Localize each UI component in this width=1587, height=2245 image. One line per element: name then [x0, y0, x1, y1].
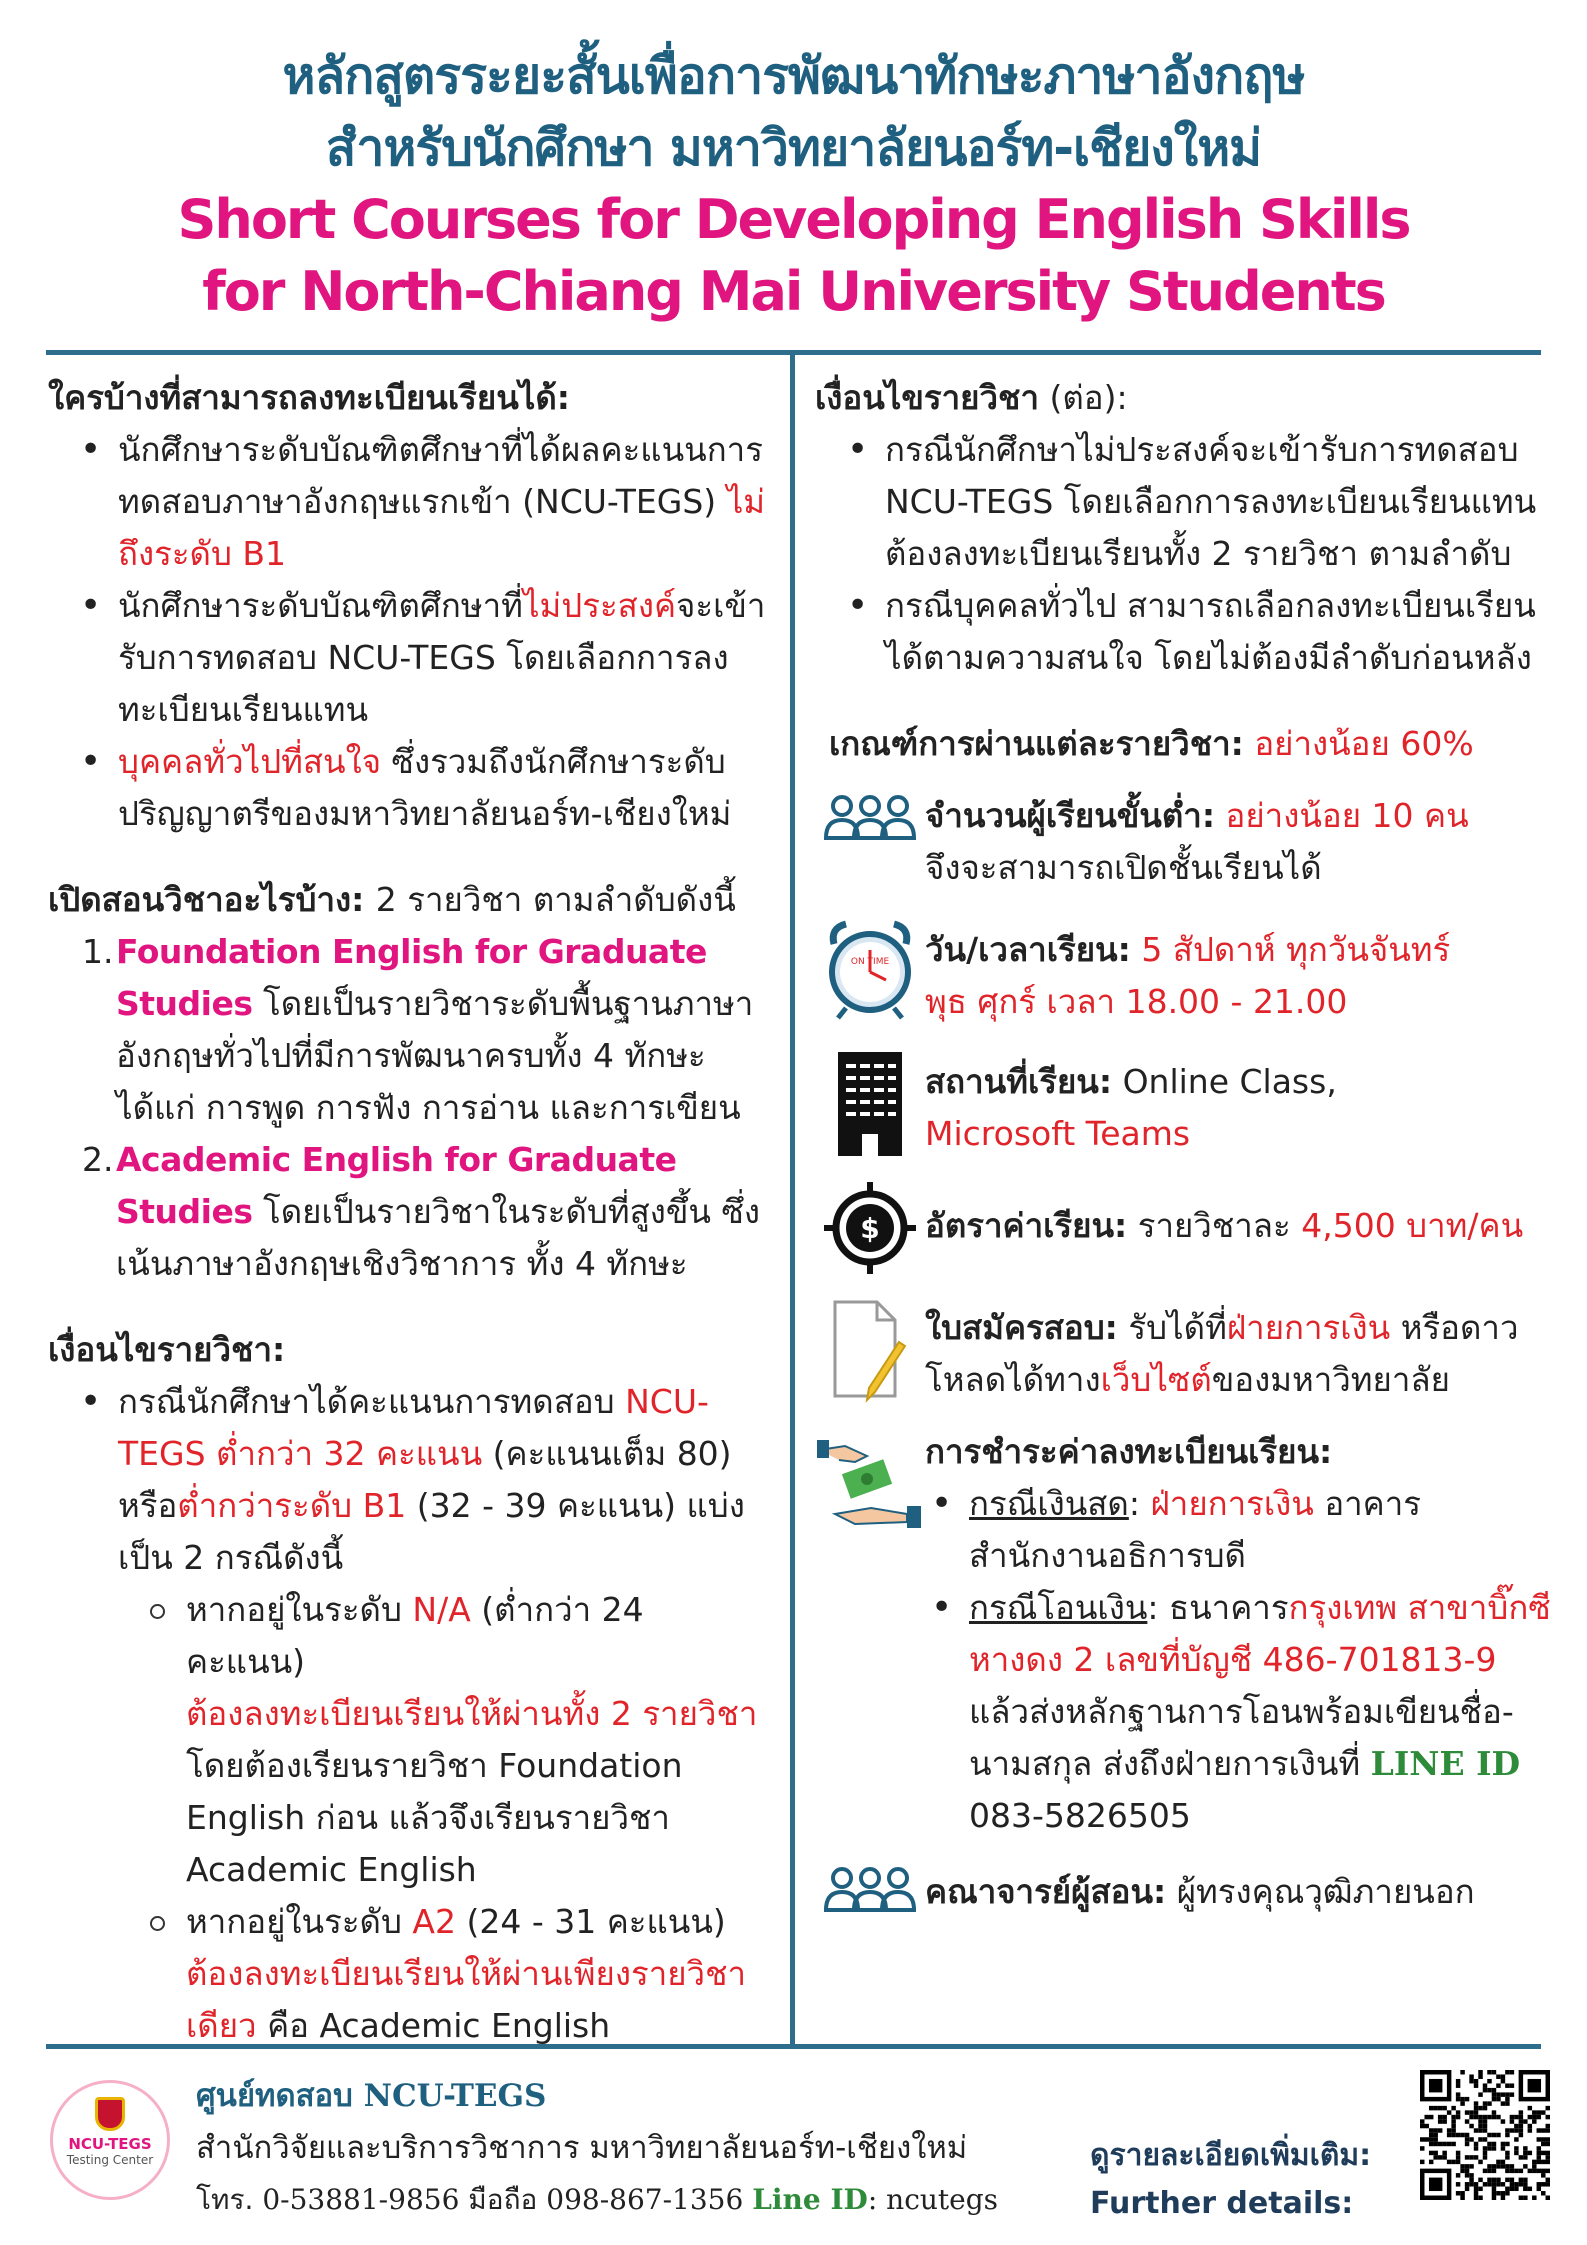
course-item: 1. Foundation English for Graduate Studies โดยเป็นรายวิชาระดับพื้นฐานภาษาอังกฤษทั่วไปที่มีการพัฒนาครบทั้ง 4 ทักษะ ได้แก่ การพูด การฟัง การอ่าน และการเขียน: [82, 932, 754, 1127]
payment-row: [815, 1426, 1555, 1842]
center-name: ศูนย์ทดสอบ NCU-TEGS: [196, 2078, 547, 2114]
instructor-label: คณาจารย์ผู้สอน:: [925, 1872, 1167, 1911]
schedule-row: ON TIME วัน/เวลาเรียน: 5 สัปดาห์ ทุกวันจันทร์ พุธ ศุกร์ เวลา 18.00 - 21.00: [815, 914, 1555, 1028]
who-title: ใครบ้างที่สามารถลงทะเบียนเรียนได้:: [48, 378, 570, 417]
fee-row: $ อัตราค่าเรียน: รายวิชาละ 4,500 บาท/คน: [815, 1180, 1555, 1276]
list-item: หากอยู่ในระดับ N/A (ต่ำกว่า 24 คะแนน) ต้องลงทะเบียนเรียนให้ผ่านทั้ง 2 รายวิชา โดยต้องเรียนรายวิชา Foundation English ก่อน แล้วจึงเรียนรายวิชา Academic English: [148, 1584, 770, 1896]
conditions-list: [80, 1376, 770, 2052]
course-list: [82, 926, 770, 1290]
title-english-line1: Short Courses for Developing English Skills: [177, 188, 1410, 251]
group-icon: [815, 790, 925, 850]
list-item: • กรณีนักศึกษาได้คะแนนการทดสอบ NCU-TEGS ต่ำกว่า 32 คะแนน (คะแนนเต็ม 80) หรือต่ำกว่าระดับ B1 (32 - 39 คะแนน) แบ่งเป็น 2 กรณีดังนี้ หากอยู่ในระดับ N/A (ต่ำกว่า 24 คะแนน) ต้องลงทะเบียนเรียนให้ผ่านทั้ง 2 รายวิชา โดยต้องเรียนรายวิชา Foundation English ก่อน แล้วจึงเรียนรายวิชา Academic English หากอยู่ในระดับ A2 (24 - 31 คะแนน) ต้องลงทะเบียนเรียนให้ผ่านเพียงรายวิชาเดียว คือ Academic English: [80, 1376, 770, 2052]
courses-title: เปิดสอนวิชาอะไรบ้าง: 2 รายวิชา ตามลำดับดังนี้: [48, 880, 736, 919]
course-name: Foundation English for Graduate Studies: [116, 932, 707, 1023]
clock-text: ON TIME: [850, 957, 890, 967]
list-item: • กรณีบุคคลทั่วไป สามารถเลือกลงทะเบียนเรียนได้ตามความสนใจ โดยไม่ต้องมีลำดับก่อนหลัง: [847, 580, 1555, 684]
further-details: ดูรายละเอียดเพิ่มเติม: Further details:: [1090, 2138, 1372, 2221]
min-students-label: จำนวนผู้เรียนขั้นต่ำ:: [925, 796, 1216, 835]
left-column: [48, 372, 770, 2052]
who-list: [80, 424, 770, 840]
building-icon: [815, 1048, 925, 1158]
organization: สำนักวิจัยและบริการวิชาการ มหาวิทยาลัยนอร์ท-เชียงใหม่: [196, 2130, 968, 2166]
conditions-title: เงื่อนไขรายวิชา:: [48, 1330, 286, 1369]
application-row: ใบสมัครสอบ: รับได้ที่ฝ่ายการเงิน หรือดาวโหลดได้ทางเว็บไซต์ของมหาวิทยาลัย: [815, 1296, 1555, 1406]
conditions-cont-title: เงื่อนไขรายวิชา (ต่อ):: [815, 378, 1128, 417]
alarm-clock-icon: [815, 914, 925, 1024]
list-item: • กรณีนักศึกษาไม่ประสงค์จะเข้ารับการทดสอบ NCU-TEGS โดยเลือกการลงทะเบียนเรียนแทน ต้องลงทะเบียนเรียนทั้ง 2 รายวิชา ตามลำดับ: [847, 424, 1555, 580]
conditions-cont-list: [847, 424, 1555, 684]
money-hands-icon: [815, 1426, 925, 1536]
list-item: หากอยู่ในระดับ A2 (24 - 31 คะแนน) ต้องลงทะเบียนเรียนให้ผ่านเพียงรายวิชาเดียว คือ Academic English: [148, 1896, 770, 2052]
instructor-row: คณาจารย์ผู้สอน: ผู้ทรงคุณวุฒิภายนอก: [815, 1862, 1555, 1922]
qr-code[interactable]: [1420, 2070, 1550, 2200]
list-item: • กรณีโอนเงิน: ธนาคารกรุงเทพ สาขาบิ๊กซี หางดง 2 เลขที่บัญชี 486-701813-9 แล้วส่งหลักฐานการโอนพร้อมเขียนชื่อ-นามสกุล ส่งถึงฝ่ายการเงินที่ LINE ID 083-5826505: [931, 1582, 1555, 1842]
list-item: • กรณีเงินสด: ฝ่ายการเงิน อาคารสำนักงานอธิการบดี: [931, 1478, 1555, 1582]
title-thai-line2: สำหรับนักศึกษา มหาวิทยาลัยนอร์ท-เชียงใหม่: [325, 119, 1262, 177]
list-item: • นักศึกษาระดับบัณฑิตศึกษาที่ไม่ประสงค์จะเข้ารับการทดสอบ NCU-TEGS โดยเลือกการลงทะเบียนเรียนแทน: [80, 580, 770, 736]
place-label: สถานที่เรียน:: [925, 1062, 1113, 1101]
conditions-sublist: [148, 1584, 770, 2052]
document-pencil-icon: [815, 1296, 925, 1406]
svg-text:$: $: [860, 1212, 880, 1245]
ncu-tegs-logo: NCU-TEGS Testing Center: [50, 2080, 170, 2200]
course-item: 2. Academic English for Graduate Studies โดยเป็นรายวิชาในระดับที่สูงขึ้น ซึ่งเน้นภาษาอังกฤษเชิงวิชาการ ทั้ง 4 ทักษะ: [82, 1140, 760, 1283]
pass-criteria: เกณฑ์การผ่านแต่ละรายวิชา: อย่างน้อย 60%: [829, 724, 1474, 763]
application-label: ใบสมัครสอบ:: [925, 1308, 1118, 1347]
title-english-line2: for North-Chiang Mai University Students: [202, 260, 1385, 323]
group-icon: [815, 1862, 925, 1922]
page-header: [0, 40, 1587, 328]
title-thai-line1: หลักสูตรระยะสั้นเพื่อการพัฒนาทักษะภาษาอังกฤษ: [282, 47, 1305, 105]
payment-list: [931, 1478, 1555, 1842]
right-column: [815, 372, 1555, 1922]
list-item: • นักศึกษาระดับบัณฑิตศึกษาที่ได้ผลคะแนนการทดสอบภาษาอังกฤษแรกเข้า (NCU-TEGS) ไม่ถึงระดับ B1: [80, 424, 770, 580]
footer-contact: [196, 2070, 1076, 2226]
telephone: โทร. 0-53881-9856 มือถือ 098-867-1356 Line ID: ncutegs: [196, 2183, 999, 2216]
place-row: สถานที่เรียน: Online Class, Microsoft Teams: [815, 1048, 1555, 1160]
dollar-target-icon: [815, 1180, 925, 1276]
course-name: Academic English for Graduate Studies: [116, 1140, 677, 1231]
min-students-row: จำนวนผู้เรียนขั้นต่ำ: อย่างน้อย 10 คน จึงจะสามารถเปิดชั้นเรียนได้: [815, 790, 1555, 894]
column-divider: [790, 354, 795, 2046]
fee-label: อัตราค่าเรียน:: [925, 1206, 1128, 1245]
schedule-label: วัน/เวลาเรียน:: [925, 930, 1131, 969]
footer: [0, 2050, 1587, 2245]
list-item: • บุคคลทั่วไปที่สนใจ ซึ่งรวมถึงนักศึกษาระดับปริญญาตรีของมหาวิทยาลัยนอร์ท-เชียงใหม่: [80, 736, 770, 840]
payment-label: การชำระค่าลงทะเบียนเรียน:: [925, 1432, 1333, 1471]
